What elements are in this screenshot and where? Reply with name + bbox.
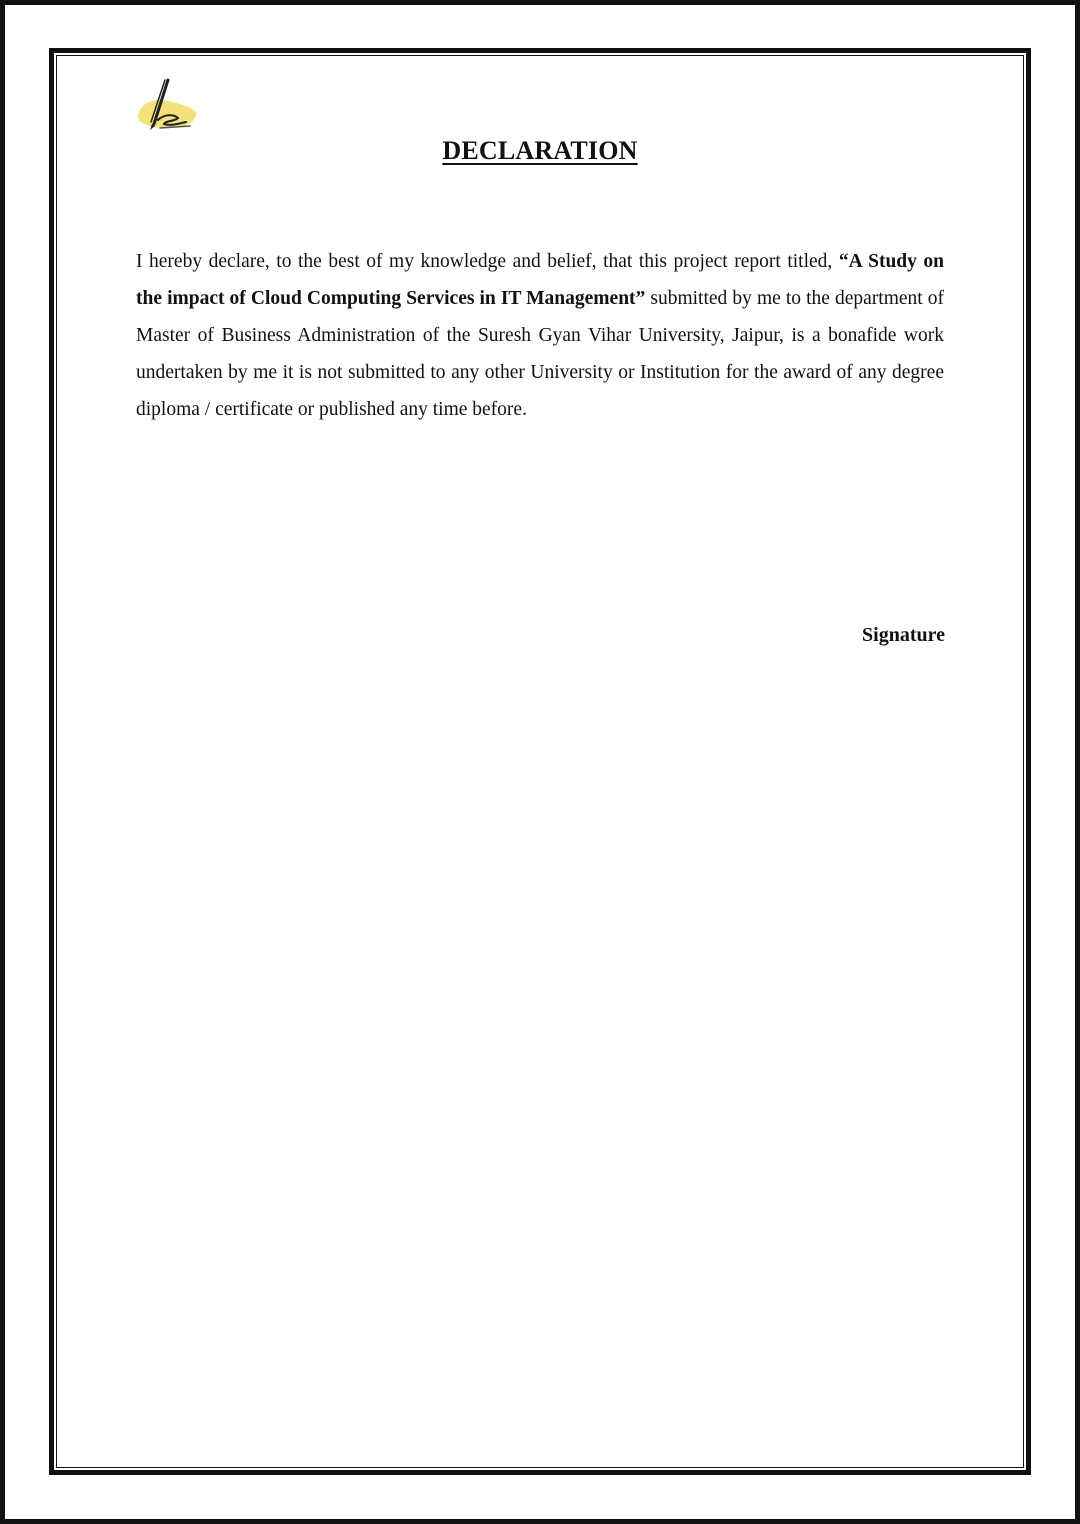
declaration-rest-text: submitted by me to the department of Master of Business Administration of the Suresh Gyan Vihar University, Jaipur, is a bonafide work undertaken by me it is not submitted to any other University or Institution for the award of any degree diploma / certificate or published any time before. — [136, 288, 944, 420]
signature-label: Signature — [862, 624, 945, 646]
declaration-paragraph — [136, 243, 944, 428]
declaration-lead-text: I hereby declare, to the best of my knowledge and belief, that this project report titled, — [136, 251, 839, 272]
pen-writing-icon — [134, 74, 204, 138]
page-title: DECLARATION — [442, 136, 638, 165]
project-title-text: “A Study on the impact of Cloud Computing Services in IT Management” — [136, 251, 945, 309]
